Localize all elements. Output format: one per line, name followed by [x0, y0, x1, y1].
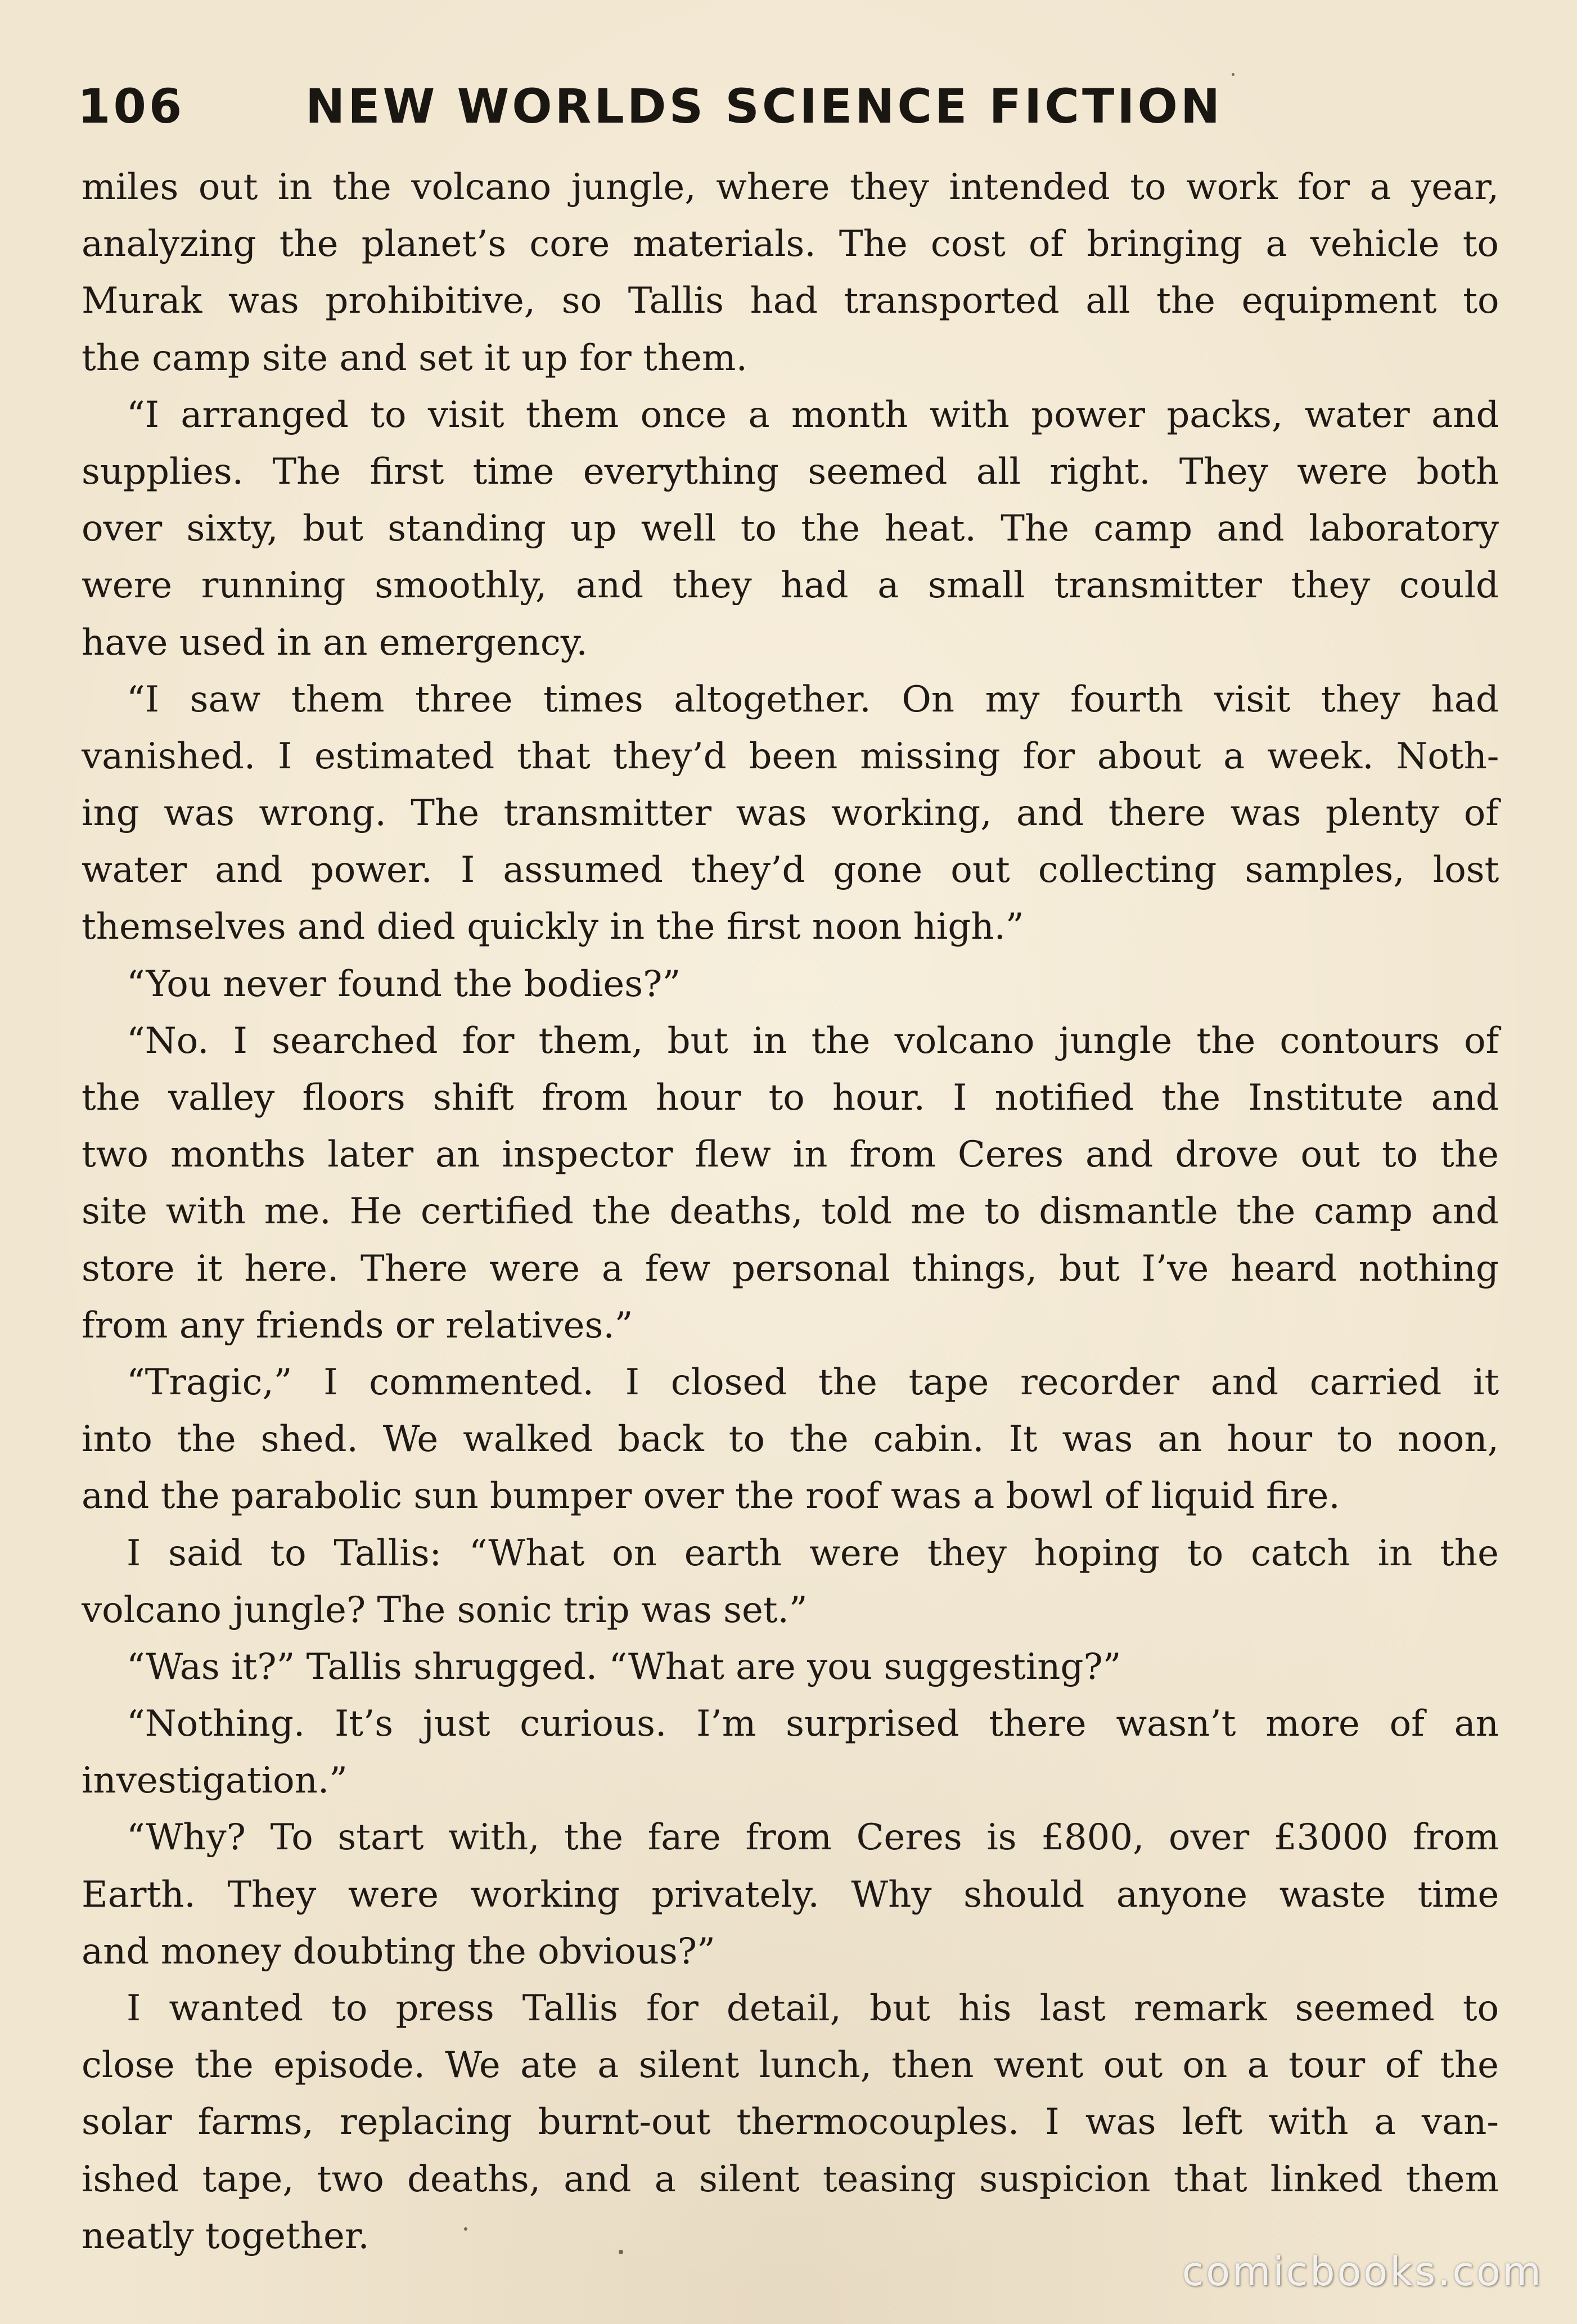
running-header — [78, 79, 1517, 146]
text-line: into the shed. We walked back to the cabin. It was an hour to noon, — [82, 1418, 1499, 1461]
text-line: the valley floors shift from hour to hour. I notified the Institute and — [82, 1077, 1499, 1119]
text-line: two months later an inspector flew in from Ceres and drove out to the — [82, 1134, 1499, 1176]
text-line: ing was wrong. The transmitter was working, and there was plenty of — [82, 792, 1499, 835]
text-line: supplies. The first time everything seemed all right. They were both — [82, 451, 1499, 493]
text-line: water and power. I assumed they’d gone out collecting samples, lost — [82, 849, 1499, 891]
ink-speck — [1232, 73, 1234, 76]
page-number: 106 — [78, 79, 185, 134]
text-line: miles out in the volcano jungle, where they intended to work for a year, — [82, 166, 1499, 208]
text-line: “Nothing. It’s just curious. I’m surprised there wasn’t more of an — [127, 1703, 1499, 1745]
text-line: ished tape, two deaths, and a silent teasing suspicion that linked them — [82, 2158, 1499, 2200]
text-line: themselves and died quickly in the first noon high.” — [82, 906, 1024, 948]
text-line: investigation.” — [82, 1760, 348, 1802]
text-line: I wanted to press Tallis for detail, but his last remark seemed to — [127, 1988, 1499, 2029]
text-line: have used in an emergency. — [82, 621, 588, 664]
text-line: site with me. He certified the deaths, told me to dismantle the camp and — [82, 1191, 1499, 1233]
text-line: over sixty, but standing up well to the heat. The camp and laboratory — [82, 508, 1499, 550]
text-line: store it here. There were a few personal things, but I’ve heard nothing — [82, 1247, 1499, 1290]
text-line: the camp site and set it up for them. — [82, 337, 747, 379]
ink-speck — [464, 2227, 467, 2231]
text-line: close the episode. We ate a silent lunch, then went out on a tour of the — [82, 2044, 1499, 2087]
text-line: “Tragic,” I commented. I closed the tape recorder and carried it — [127, 1361, 1499, 1403]
story-text — [82, 159, 1499, 2265]
text-line: neatly together. — [82, 2215, 370, 2257]
watermark-text: comicbooks.com — [1182, 2249, 1543, 2295]
text-line: volcano jungle? The sonic trip was set.” — [82, 1589, 808, 1631]
text-line: “Why? To start with, the fare from Ceres is £800, over £3000 from — [127, 1817, 1499, 1859]
text-line: Earth. They were working privately. Why should anyone waste time — [82, 1873, 1499, 1916]
text-line: solar farms, replacing burnt-out thermocouples. I was left with a van- — [82, 2101, 1499, 2143]
magazine-title: NEW WORLDS SCIENCE FICTION — [305, 79, 1223, 134]
text-line: vanished. I estimated that they’d been missing for about a week. Noth- — [82, 735, 1499, 777]
text-line: Murak was prohibitive, so Tallis had transported all the equipment to — [82, 280, 1499, 322]
text-line: from any friends or relatives.” — [82, 1304, 633, 1346]
ink-speck — [619, 2250, 623, 2254]
text-line: “No. I searched for them, but in the volcano jungle the contours of — [127, 1020, 1499, 1062]
text-line: “I arranged to visit them once a month with power packs, water and — [127, 394, 1499, 436]
text-line: were running smoothly, and they had a small transmitter they could — [82, 565, 1499, 607]
text-line: analyzing the planet’s core materials. The cost of bringing a vehicle to — [82, 223, 1499, 265]
text-line: and money doubting the obvious?” — [82, 1930, 715, 1972]
text-line: “You never found the bodies?” — [127, 963, 681, 1005]
text-line: I said to Tallis: “What on earth were they hoping to catch in the — [127, 1532, 1499, 1574]
text-line: and the parabolic sun bumper over the roof was a bowl of liquid fire. — [82, 1475, 1340, 1517]
text-line: “Was it?” Tallis shrugged. “What are you suggesting?” — [127, 1646, 1121, 1688]
text-line: “I saw them three times altogether. On my fourth visit they had — [127, 678, 1499, 720]
